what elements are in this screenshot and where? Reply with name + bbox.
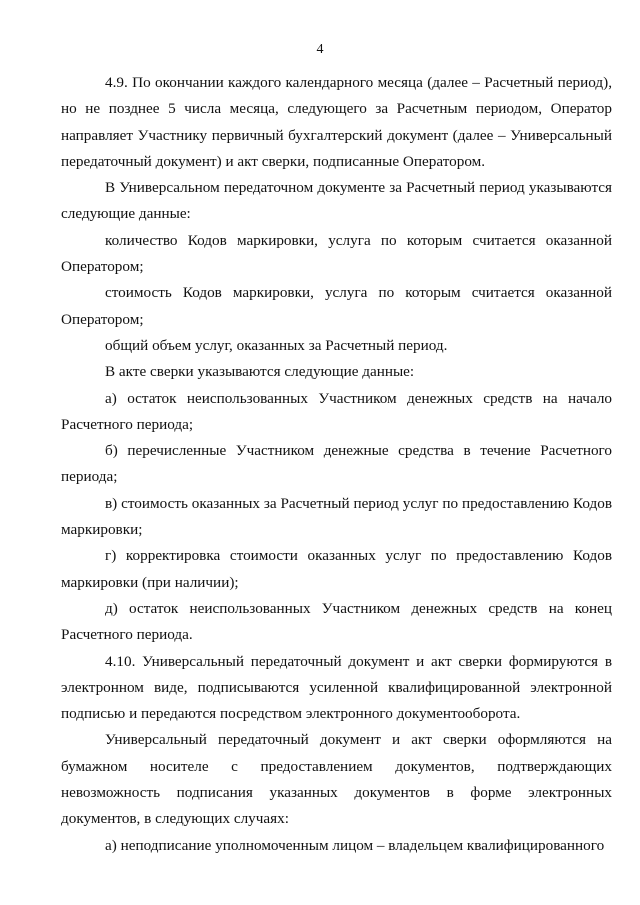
paragraph-codes-quantity: количество Кодов маркировки, услуга по которым считается оказанной Оператором;: [61, 231, 612, 276]
paragraph-case-a-unsigned: а) неподписание уполномоченным лицом – владельцем квалифицированного: [105, 836, 605, 854]
document-body: [61, 70, 612, 859]
paragraph-total-services: общий объем услуг, оказанных за Расчетный период.: [105, 336, 448, 354]
paragraph-item-b-transferred-funds: б) перечисленные Участником денежные средства в течение Расчетного периода;: [61, 442, 612, 486]
paragraph-reconciliation-intro: В акте сверки указываются следующие данные:: [105, 363, 415, 381]
paragraph-codes-cost: стоимость Кодов маркировки, услуга по которым считается оказанной Оператором;: [61, 284, 612, 328]
paragraph-item-a-opening-balance: а) остаток неиспользованных Участником денежных средств на начало Расчетного периода;: [61, 389, 612, 433]
paragraph-item-g-cost-adjustment: г) корректировка стоимости оказанных услуг по предоставлению Кодов маркировки (при наличии);: [61, 547, 612, 591]
paragraph-item-v-services-cost: в) стоимость оказанных за Расчетный период услуг по предоставлению Кодов маркировки;: [61, 494, 612, 539]
page-number: 4: [316, 42, 324, 57]
paragraph-upd-data-intro: В Универсальном передаточном документе за Расчетный период указываются следующие данные:: [61, 179, 612, 223]
paragraph-4-9: 4.9. По окончании каждого календарного месяца (далее – Расчетный период), но не позднее 5 числа месяца, следующего за Расчетным периодом, Оператор направляет Участнику первичный бухгалтерский документ (далее – Универсальный передаточный документ) и акт сверки, подписанные Оператором.: [61, 74, 612, 170]
paragraph-4-10: 4.10. Универсальный передаточный документ и акт сверки формируются в электронном виде, подписываются усиленной квалифицированной электронной подписью и передаются посредством электронного документооборота.: [61, 652, 612, 723]
paragraph-item-d-closing-balance: д) остаток неиспользованных Участником денежных средств на конец Расчетного периода.: [61, 599, 612, 644]
paragraph-paper-form-cases: Универсальный передаточный документ и акт сверки оформляются на бумажном носителе с предоставлением документов, подтверждающих невозможность подписания указанных документов в форме электронных документов, в следующих случаях:: [61, 731, 612, 828]
